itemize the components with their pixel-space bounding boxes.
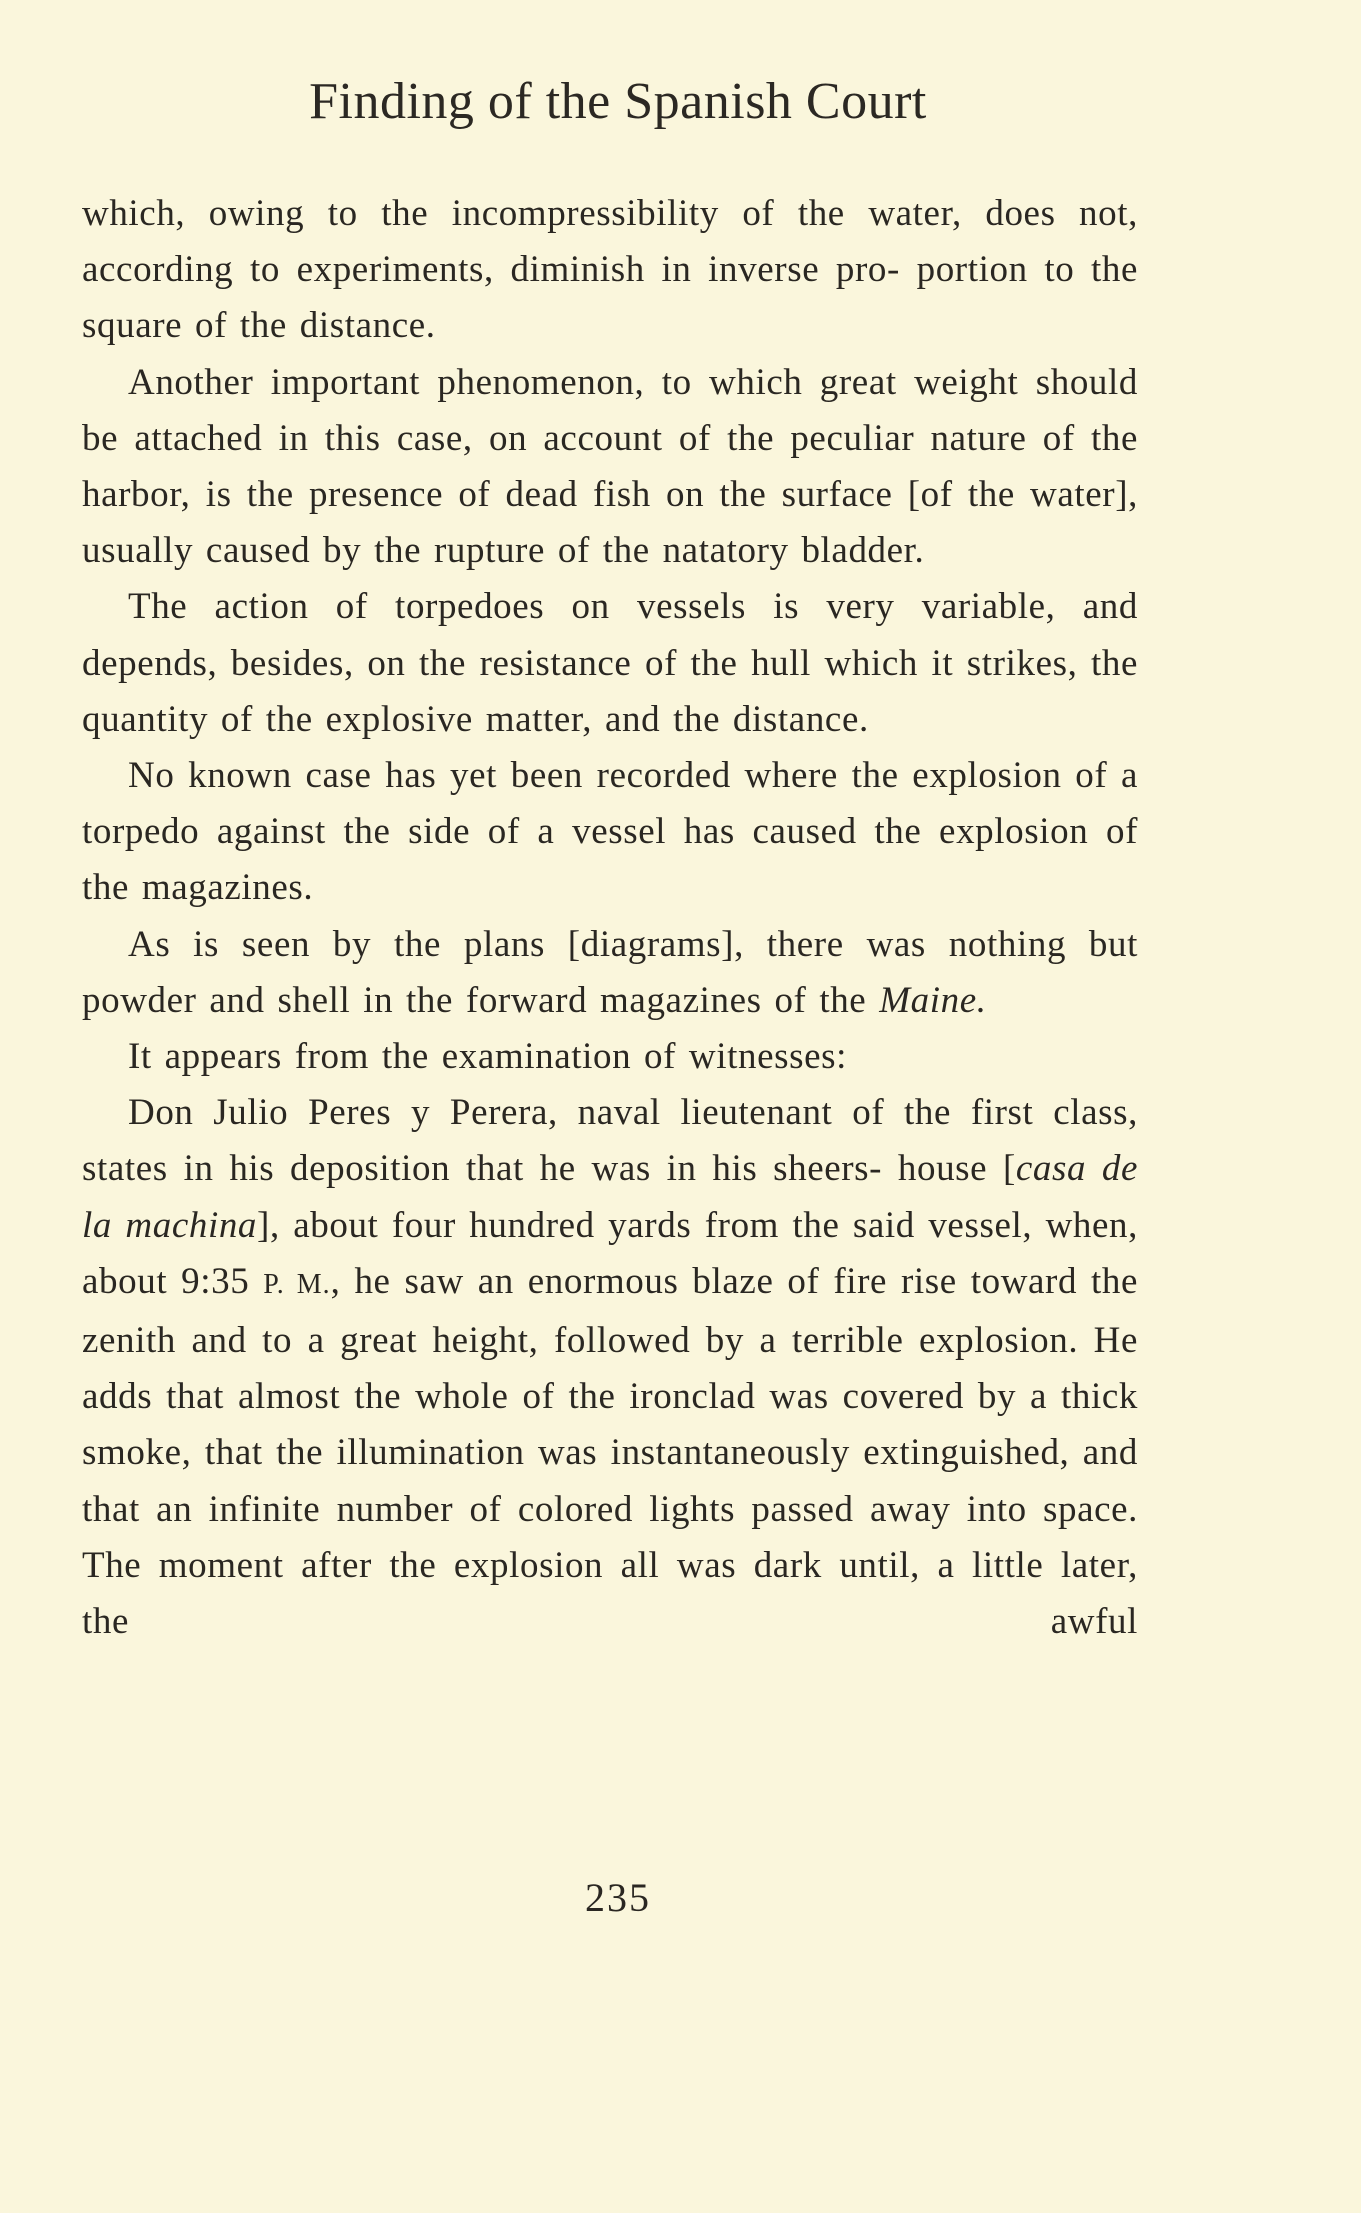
- page-body: [82, 186, 1138, 1650]
- spanish-term-italic: casa de la machina: [82, 1148, 1138, 1246]
- paragraph: [82, 1085, 1138, 1650]
- paragraph-text: , he saw an enormous blaze of fire rise toward the zenith and to a great height, followed by a terrible explosion. He adds that almost the whole of the ironclad was covered by a thick smoke, that the illumination was instantaneously extinguished, and that an infinite number of colored lights passed away into space. The moment after the explosion all was dark until, a little later, the awful: [82, 1260, 1138, 1643]
- page-number: 235: [585, 1875, 651, 1920]
- paragraph-text: ], about four hundred yards from the said vessel, when, about 9:35: [82, 1204, 1139, 1302]
- paragraph: It appears from the examination of witnesses:: [128, 1036, 848, 1078]
- paragraph-text: As is seen by the plans [diagrams], there was nothing but powder and shell in the forward magazines of the: [82, 923, 1138, 1021]
- paragraph: No known case has yet been recorded where the explosion of a torpedo against the side of a vessel has caused the explosion of the magazines.: [82, 755, 1138, 909]
- paragraph: The action of torpedoes on vessels is very variable, and depends, besides, on the resistance of the hull which it strikes, the quantity of the explosive matter, and the distance.: [82, 586, 1138, 740]
- paragraph: [82, 917, 1138, 1029]
- running-head: Finding of the Spanish Court: [309, 73, 927, 130]
- paragraph: which, owing to the incompressibility of the water, does not, according to experiments, diminish in inverse pro- portion to the square of the distance.: [82, 193, 1138, 347]
- paragraph: Another important phenomenon, to which great weight should be attached in this case, on account of the peculiar nature of the harbor, is the presence of dead fish on the surface [of the water], usually caused by the rupture of the natatory bladder.: [82, 361, 1138, 572]
- time-suffix: P. M.: [263, 1268, 331, 1300]
- ship-name-italic: Maine.: [879, 979, 987, 1021]
- paragraph-text: Don Julio Peres y Perera, naval lieutenant of the first class, states in his deposition that he was in his sheers- house [: [82, 1092, 1138, 1190]
